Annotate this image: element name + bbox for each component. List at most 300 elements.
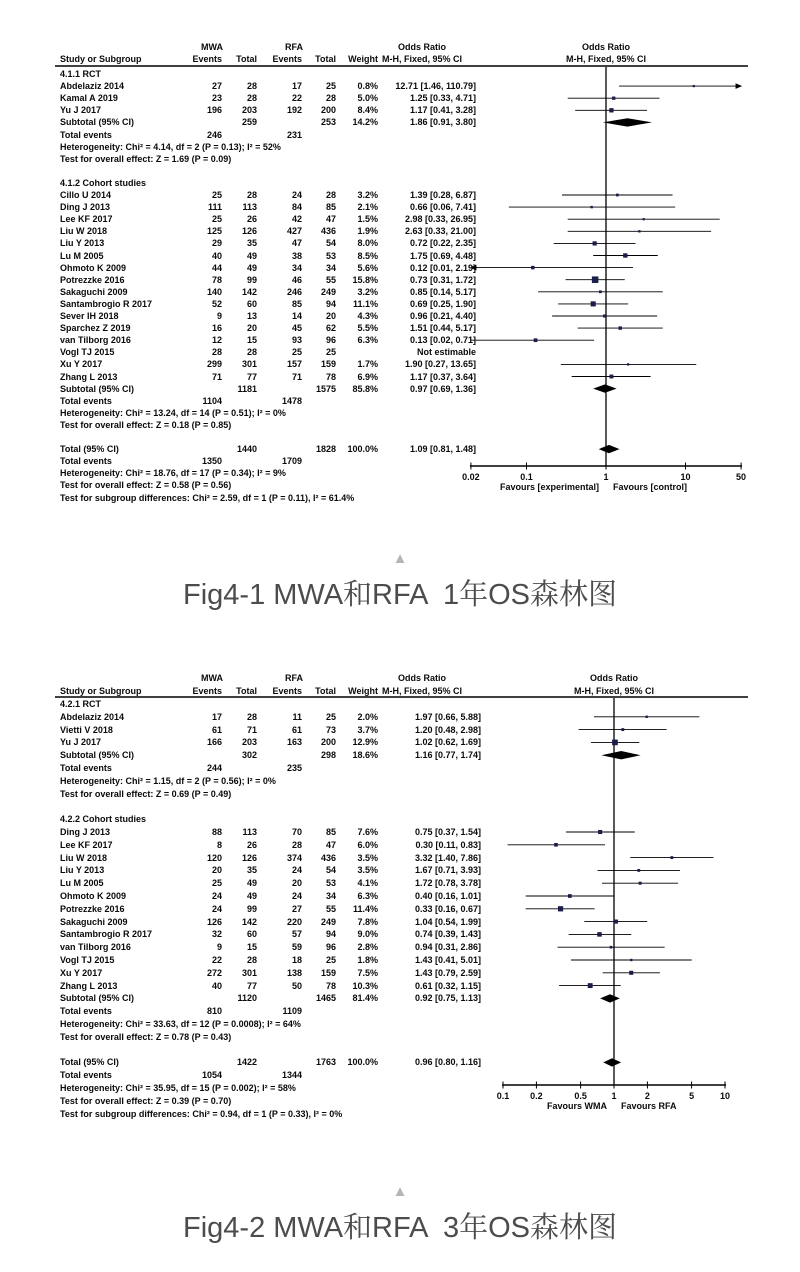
or-ci-text: 0.73 [0.31, 1.72] [409, 274, 476, 285]
total-mwa: 28 [246, 347, 257, 358]
events-rfa: 17 [291, 81, 302, 92]
events-rfa: 246 [286, 286, 302, 297]
or-ci-text: 1.04 [0.54, 1.99] [414, 916, 481, 927]
events-mwa: 8 [216, 839, 222, 850]
axis-tick-label: 2 [644, 1091, 650, 1101]
or-ci-text: 0.13 [0.02, 0.71] [409, 335, 476, 346]
total-rfa: 85 [325, 202, 336, 213]
or-ci-text: 1.16 [0.77, 1.74] [414, 750, 481, 761]
total-label: Total (95% CI) [60, 1057, 119, 1068]
axis-tick-label: 10 [680, 472, 691, 482]
weight: 3.5% [357, 865, 378, 876]
events-rfa: 138 [286, 967, 302, 978]
figure1-caption-block [0, 551, 800, 611]
total-events-rfa: 235 [286, 763, 302, 773]
study-label: Ding J 2013 [60, 827, 111, 837]
total-rfa: 96 [325, 942, 336, 953]
or-ci-text: 1.39 [0.28, 6.87] [409, 190, 476, 200]
subgroup-section-label: 4.1.1 RCT [60, 69, 102, 79]
weight: 6.3% [357, 891, 378, 901]
total-mwa: 99 [246, 903, 257, 914]
total-mwa: 28 [246, 81, 257, 92]
study-label: Abdelaziz 2014 [60, 81, 125, 92]
total-mwa: 60 [246, 929, 257, 940]
total-rfa: 249 [320, 916, 336, 927]
subtotal-label: Subtotal (95% CI) [60, 993, 135, 1004]
total-rfa: 78 [325, 371, 336, 382]
column-header-weight: Weight [348, 54, 378, 64]
study-label: Sakaguchi 2009 [60, 916, 128, 927]
weight: 8.0% [357, 238, 378, 249]
events-mwa: 29 [211, 238, 222, 249]
total-mwa: 113 [242, 827, 257, 837]
weight: 7.6% [357, 827, 378, 837]
subtotal-label: Subtotal (95% CI) [60, 117, 135, 128]
events-mwa: 120 [206, 852, 222, 863]
column-header-total-rfa: Total [315, 54, 336, 64]
weight: 3.5% [357, 852, 378, 863]
events-mwa: 272 [206, 967, 222, 978]
total-rfa: 436 [320, 852, 336, 863]
study-label: Ding J 2013 [60, 202, 111, 213]
column-header-events-rfa: Events [272, 686, 302, 696]
or-ci-text: 0.85 [0.14, 5.17] [409, 286, 476, 297]
total-label: Total (95% CI) [60, 444, 119, 455]
study-label: Potrezzke 2016 [60, 903, 125, 914]
weight: 81.4% [352, 993, 378, 1004]
favours-left-label: Favours WMA [546, 1101, 607, 1111]
events-mwa: 9 [216, 311, 222, 321]
total-mwa: 1181 [237, 383, 257, 394]
weight: 6.9% [357, 371, 378, 382]
or-ci-text: 0.97 [0.69, 1.36] [409, 383, 476, 394]
events-rfa: 192 [286, 105, 302, 116]
total-mwa: 15 [246, 335, 257, 346]
total-rfa: 85 [325, 827, 336, 837]
weight: 100.0% [347, 1057, 378, 1068]
study-label: Lee KF 2017 [60, 839, 113, 850]
events-rfa: 24 [291, 865, 302, 876]
study-label: Abdelaziz 2014 [60, 711, 125, 722]
events-mwa: 52 [211, 298, 222, 309]
total-rfa: 25 [325, 711, 336, 722]
group-header-rfa: RFA [285, 673, 303, 683]
or-ci-text: 1.97 [0.66, 5.88] [414, 711, 481, 722]
total-events-mwa: 1104 [202, 395, 222, 406]
events-rfa: 427 [286, 226, 302, 237]
events-rfa: 47 [291, 238, 302, 249]
weight: 1.8% [357, 955, 378, 965]
or-ci-text: 0.72 [0.22, 2.35] [409, 238, 476, 249]
events-rfa: 46 [291, 274, 302, 285]
study-label: Liu Y 2013 [60, 865, 105, 876]
total-rfa: 53 [325, 878, 336, 889]
stats-note: Test for overall effect: Z = 0.78 (P = 0.43) [60, 1031, 232, 1042]
weight: 6.3% [357, 335, 378, 346]
weight: 6.0% [357, 839, 378, 850]
or-ci-text: Not estimable [416, 347, 476, 358]
weight: 1.7% [357, 359, 378, 370]
or-ci-text: 0.12 [0.01, 2.19] [409, 262, 476, 273]
weight: 8.4% [357, 105, 378, 116]
weight: 4.1% [357, 878, 378, 889]
study-label: Lu M 2005 [60, 878, 104, 889]
weight: 1.9% [357, 226, 378, 237]
or-ci-text: 0.66 [0.06, 7.41] [409, 202, 476, 213]
events-mwa: 24 [211, 903, 222, 914]
study-label: Cillo U 2014 [60, 190, 112, 200]
total-events-label: Total events [60, 763, 112, 773]
weight: 18.6% [352, 750, 378, 761]
study-label: Vogl TJ 2015 [60, 347, 115, 358]
events-rfa: 59 [291, 942, 302, 953]
total-events-mwa: 246 [206, 129, 222, 140]
or-ci-text: 1.17 [0.37, 3.64] [409, 371, 476, 382]
study-label: Yu J 2017 [60, 737, 102, 748]
stats-note: Heterogeneity: Chi² = 13.24, df = 14 (P = 0.51); I² = 0% [60, 407, 286, 418]
group-header-odds-ratio: Odds Ratio [589, 673, 639, 683]
events-mwa: 78 [211, 274, 222, 285]
events-rfa: 28 [291, 839, 302, 850]
study-label: Santambrogio R 2017 [60, 298, 153, 309]
or-ci-text: 1.51 [0.44, 5.17] [409, 323, 476, 334]
study-label: van Tilborg 2016 [60, 942, 131, 953]
study-label: van Tilborg 2016 [60, 335, 131, 346]
events-mwa: 23 [211, 93, 222, 104]
or-ci-text: 1.86 [0.91, 3.80] [409, 117, 476, 128]
group-header-odds-ratio: Odds Ratio [581, 42, 631, 52]
events-mwa: 40 [211, 250, 222, 261]
stats-note: Heterogeneity: Chi² = 1.15, df = 2 (P = 0.56); I² = 0% [60, 775, 276, 786]
total-mwa: 203 [241, 737, 257, 748]
total-rfa: 53 [325, 250, 336, 261]
study-label: Liu W 2018 [60, 226, 108, 237]
total-rfa: 34 [325, 891, 336, 901]
or-ci-text: 0.74 [0.39, 1.43] [414, 929, 481, 940]
or-ci-text: 1.17 [0.41, 3.28] [409, 105, 476, 116]
total-rfa: 28 [325, 190, 336, 200]
events-rfa: 70 [291, 827, 302, 837]
subtotal-label: Subtotal (95% CI) [60, 750, 135, 761]
total-mwa: 15 [246, 942, 257, 953]
weight: 14.2% [352, 117, 378, 128]
events-mwa: 24 [211, 891, 222, 901]
weight: 12.9% [352, 737, 378, 748]
total-rfa: 28 [325, 93, 336, 104]
favours-right-label: Favours RFA [621, 1101, 677, 1111]
events-rfa: 163 [286, 737, 302, 748]
events-mwa: 22 [211, 955, 222, 965]
axis-tick-label: 0.1 [496, 1091, 510, 1101]
events-mwa: 196 [206, 105, 222, 116]
stats-note: Test for subgroup differences: Chi² = 0.94, df = 1 (P = 0.33), I² = 0% [60, 1108, 343, 1119]
events-rfa: 18 [291, 955, 302, 965]
or-ci-text: 0.92 [0.75, 1.13] [414, 993, 481, 1004]
events-rfa: 34 [291, 262, 302, 273]
events-rfa: 27 [291, 903, 302, 914]
events-rfa: 45 [291, 323, 302, 334]
total-rfa: 249 [320, 286, 336, 297]
total-mwa: 28 [246, 955, 257, 965]
group-header-mwa: MWA [201, 673, 223, 683]
total-mwa: 35 [246, 865, 257, 876]
events-rfa: 42 [291, 214, 302, 225]
or-ci-text: 0.94 [0.31, 2.86] [414, 942, 481, 953]
events-rfa: 50 [291, 980, 302, 991]
events-rfa: 22 [291, 93, 302, 104]
total-mwa: 99 [246, 274, 257, 285]
or-ci-text: 1.43 [0.79, 2.59] [414, 967, 481, 978]
column-header-weight: Weight [348, 686, 378, 696]
weight: 8.5% [357, 250, 378, 261]
events-mwa: 17 [211, 711, 222, 722]
favours-right-label: Favours [control] [613, 482, 688, 492]
events-rfa: 24 [291, 190, 302, 200]
events-mwa: 71 [211, 371, 222, 382]
column-header-total-mwa: Total [236, 686, 257, 696]
total-events-rfa: 1109 [282, 1006, 302, 1017]
total-mwa: 49 [246, 891, 257, 901]
total-mwa: 60 [246, 298, 257, 309]
total-rfa: 20 [325, 311, 336, 321]
study-label: Sever IH 2018 [60, 311, 119, 321]
events-rfa: 61 [291, 724, 302, 735]
total-rfa: 94 [325, 298, 336, 309]
events-mwa: 125 [206, 226, 222, 237]
or-ci-text: 0.33 [0.16, 0.67] [414, 903, 481, 914]
total-mwa: 28 [246, 190, 257, 200]
events-rfa: 85 [291, 298, 302, 309]
events-mwa: 28 [211, 347, 222, 358]
events-mwa: 27 [211, 81, 222, 92]
events-rfa: 11 [292, 711, 302, 722]
or-ci-text: 12.71 [1.46, 110.79] [395, 81, 476, 92]
total-rfa: 47 [325, 214, 336, 225]
total-rfa: 62 [325, 323, 336, 334]
weight: 1.5% [357, 214, 378, 225]
events-mwa: 25 [211, 878, 222, 889]
events-rfa: 84 [291, 202, 302, 213]
events-mwa: 111 [207, 202, 222, 213]
collapse-triangle-icon: ▲ [392, 550, 408, 567]
weight: 5.5% [357, 323, 378, 334]
stats-note: Test for overall effect: Z = 0.18 (P = 0.85) [60, 419, 232, 430]
study-label: Zhang L 2013 [60, 371, 118, 382]
weight: 3.2% [357, 190, 378, 200]
events-rfa: 25 [291, 347, 302, 358]
events-mwa: 61 [211, 724, 222, 735]
or-ci-text: 1.20 [0.48, 2.98] [414, 724, 481, 735]
column-header-total-rfa: Total [315, 686, 336, 696]
total-mwa: 49 [246, 262, 257, 273]
weight: 9.0% [357, 929, 378, 940]
total-events-label: Total events [60, 395, 112, 406]
total-events-mwa: 1054 [201, 1070, 222, 1081]
or-ci-text: 3.32 [1.40, 7.86] [414, 852, 481, 863]
total-rfa: 436 [320, 226, 336, 237]
subgroup-section-label: 4.2.1 RCT [60, 699, 102, 709]
total-events-label: Total events [60, 1070, 112, 1081]
or-ci-text: 0.61 [0.32, 1.15] [414, 980, 481, 991]
total-mwa: 26 [246, 214, 257, 225]
total-mwa: 49 [246, 250, 257, 261]
or-ci-text: 0.96 [0.21, 4.40] [409, 311, 476, 321]
or-ci-text: 0.30 [0.11, 0.83] [415, 839, 481, 850]
or-ci-text: 2.63 [0.33, 21.00] [404, 226, 476, 237]
weight: 10.3% [352, 980, 378, 991]
favours-left-label: Favours [experimental] [499, 482, 599, 492]
or-ci-text: 2.98 [0.33, 26.95] [404, 214, 476, 225]
or-ci-text: 0.69 [0.25, 1.90] [409, 298, 476, 309]
study-label: Sakaguchi 2009 [60, 286, 128, 297]
total-rfa: 55 [325, 274, 336, 285]
study-label: Kamal A 2019 [60, 93, 118, 104]
total-events-mwa: 1350 [201, 456, 222, 467]
column-header-mh-ci: M-H, Fixed, 95% CI [565, 54, 647, 64]
weight: 3.7% [357, 724, 378, 735]
total-rfa: 1465 [315, 993, 336, 1004]
or-ci-text: 1.09 [0.81, 1.48] [409, 444, 476, 455]
group-header-rfa: RFA [285, 42, 303, 52]
study-label: Ohmoto K 2009 [60, 891, 127, 901]
weight: 5.6% [357, 262, 378, 273]
total-mwa: 1422 [236, 1057, 257, 1068]
column-header-events-mwa: Events [192, 54, 222, 64]
events-mwa: 40 [211, 980, 222, 991]
axis-tick-label: 0.5 [574, 1091, 587, 1101]
column-header-events-rfa: Events [272, 54, 302, 64]
events-mwa: 9 [216, 942, 222, 953]
axis-tick-label: 0.2 [530, 1091, 543, 1101]
events-mwa: 299 [206, 359, 222, 370]
column-header-events-mwa: Events [192, 686, 222, 696]
total-mwa: 49 [246, 878, 257, 889]
weight: 7.8% [357, 916, 378, 927]
events-mwa: 16 [211, 323, 222, 334]
weight: 7.5% [357, 967, 378, 978]
weight: 2.1% [357, 202, 378, 213]
total-mwa: 302 [241, 750, 257, 761]
total-events-rfa: 1709 [281, 456, 302, 467]
axis-tick-label: 10 [719, 1091, 731, 1101]
events-mwa: 166 [206, 737, 222, 748]
total-mwa: 126 [241, 226, 257, 237]
stats-note: Test for overall effect: Z = 1.69 (P = 0.09) [60, 153, 232, 164]
stats-note: Heterogeneity: Chi² = 4.14, df = 2 (P = 0.13); I² = 52% [60, 141, 281, 152]
study-label: Ohmoto K 2009 [60, 262, 127, 273]
weight: 3.2% [357, 286, 378, 297]
figure2-caption-block [0, 1184, 800, 1244]
total-mwa: 77 [246, 371, 257, 382]
total-rfa: 159 [320, 967, 336, 978]
events-mwa: 25 [211, 214, 222, 225]
stats-note: Heterogeneity: Chi² = 33.63, df = 12 (P = 0.0008); I² = 64% [60, 1019, 301, 1029]
collapse-triangle-icon: ▲ [392, 1183, 408, 1200]
total-mwa: 20 [246, 323, 257, 334]
total-mwa: 113 [242, 202, 257, 213]
total-mwa: 203 [241, 105, 257, 116]
stats-note: Test for subgroup differences: Chi² = 2.59, df = 1 (P = 0.11), I² = 61.4% [60, 492, 355, 503]
events-rfa: 157 [286, 359, 302, 370]
total-rfa: 47 [325, 839, 336, 850]
total-rfa: 73 [325, 724, 336, 735]
events-rfa: 220 [286, 916, 302, 927]
study-label: Santambrogio R 2017 [60, 929, 153, 940]
axis-tick-label: 0.1 [520, 472, 533, 482]
total-mwa: 301 [241, 359, 257, 370]
events-mwa: 140 [206, 286, 222, 297]
column-header-mh-ci: M-H, Fixed, 95% CI [381, 54, 463, 64]
weight: 0.8% [357, 81, 378, 92]
events-mwa: 25 [211, 190, 222, 200]
total-rfa: 25 [325, 347, 336, 358]
total-events-rfa: 231 [286, 129, 302, 140]
total-rfa: 298 [320, 750, 336, 761]
column-header-mh-ci: M-H, Fixed, 95% CI [573, 686, 655, 696]
subgroup-section-label: 4.2.2 Cohort studies [60, 814, 147, 825]
events-rfa: 57 [291, 929, 302, 940]
weight: 85.8% [352, 383, 378, 394]
events-rfa: 374 [286, 852, 302, 863]
events-rfa: 71 [291, 371, 302, 382]
total-events-label: Total events [60, 456, 112, 467]
total-mwa: 1120 [237, 993, 257, 1004]
axis-tick-label: 1 [603, 472, 609, 482]
total-mwa: 259 [241, 117, 257, 128]
total-mwa: 13 [246, 311, 257, 321]
study-label: Vogl TJ 2015 [60, 955, 115, 965]
study-label: Yu J 2017 [60, 105, 102, 116]
total-events-mwa: 244 [206, 763, 222, 773]
study-label: Liu W 2018 [60, 852, 108, 863]
total-mwa: 1440 [236, 444, 257, 455]
total-rfa: 1763 [315, 1057, 336, 1068]
events-rfa: 24 [291, 891, 302, 901]
total-events-label: Total events [60, 1006, 112, 1017]
study-label: Zhang L 2013 [60, 980, 118, 991]
events-rfa: 38 [291, 250, 302, 261]
axis-tick-label: 1 [611, 1091, 617, 1101]
events-mwa: 32 [211, 929, 222, 940]
column-header-study: Study or Subgroup [60, 686, 142, 696]
weight: 2.8% [357, 942, 378, 953]
events-mwa: 126 [206, 916, 222, 927]
weight: 15.8% [352, 274, 378, 285]
column-header-mh-ci: M-H, Fixed, 95% CI [381, 686, 463, 696]
stats-note: Test for overall effect: Z = 0.69 (P = 0.49) [60, 788, 232, 799]
total-mwa: 142 [241, 916, 257, 927]
study-label: Vietti V 2018 [60, 724, 113, 735]
total-rfa: 54 [325, 238, 336, 249]
or-ci-text: 1.75 [0.69, 4.48] [409, 250, 476, 261]
stats-note: Test for overall effect: Z = 0.58 (P = 0.56) [60, 480, 232, 491]
study-label: Xu Y 2017 [60, 967, 103, 978]
total-events-rfa: 1344 [281, 1070, 302, 1081]
weight: 2.0% [357, 711, 378, 722]
events-rfa: 20 [291, 878, 302, 889]
figure1-caption: Fig4-1 MWA和RFA 1年OS森林图 [183, 579, 617, 611]
total-rfa: 200 [320, 737, 336, 748]
total-events-rfa: 1478 [281, 395, 302, 406]
weight: 4.3% [357, 311, 378, 321]
total-rfa: 200 [320, 105, 336, 116]
study-label: Sparchez Z 2019 [60, 323, 131, 334]
total-mwa: 35 [246, 238, 257, 249]
total-rfa: 253 [320, 117, 336, 128]
axis-tick-label: 50 [736, 472, 747, 482]
total-rfa: 96 [325, 335, 336, 346]
events-mwa: 12 [211, 335, 222, 346]
